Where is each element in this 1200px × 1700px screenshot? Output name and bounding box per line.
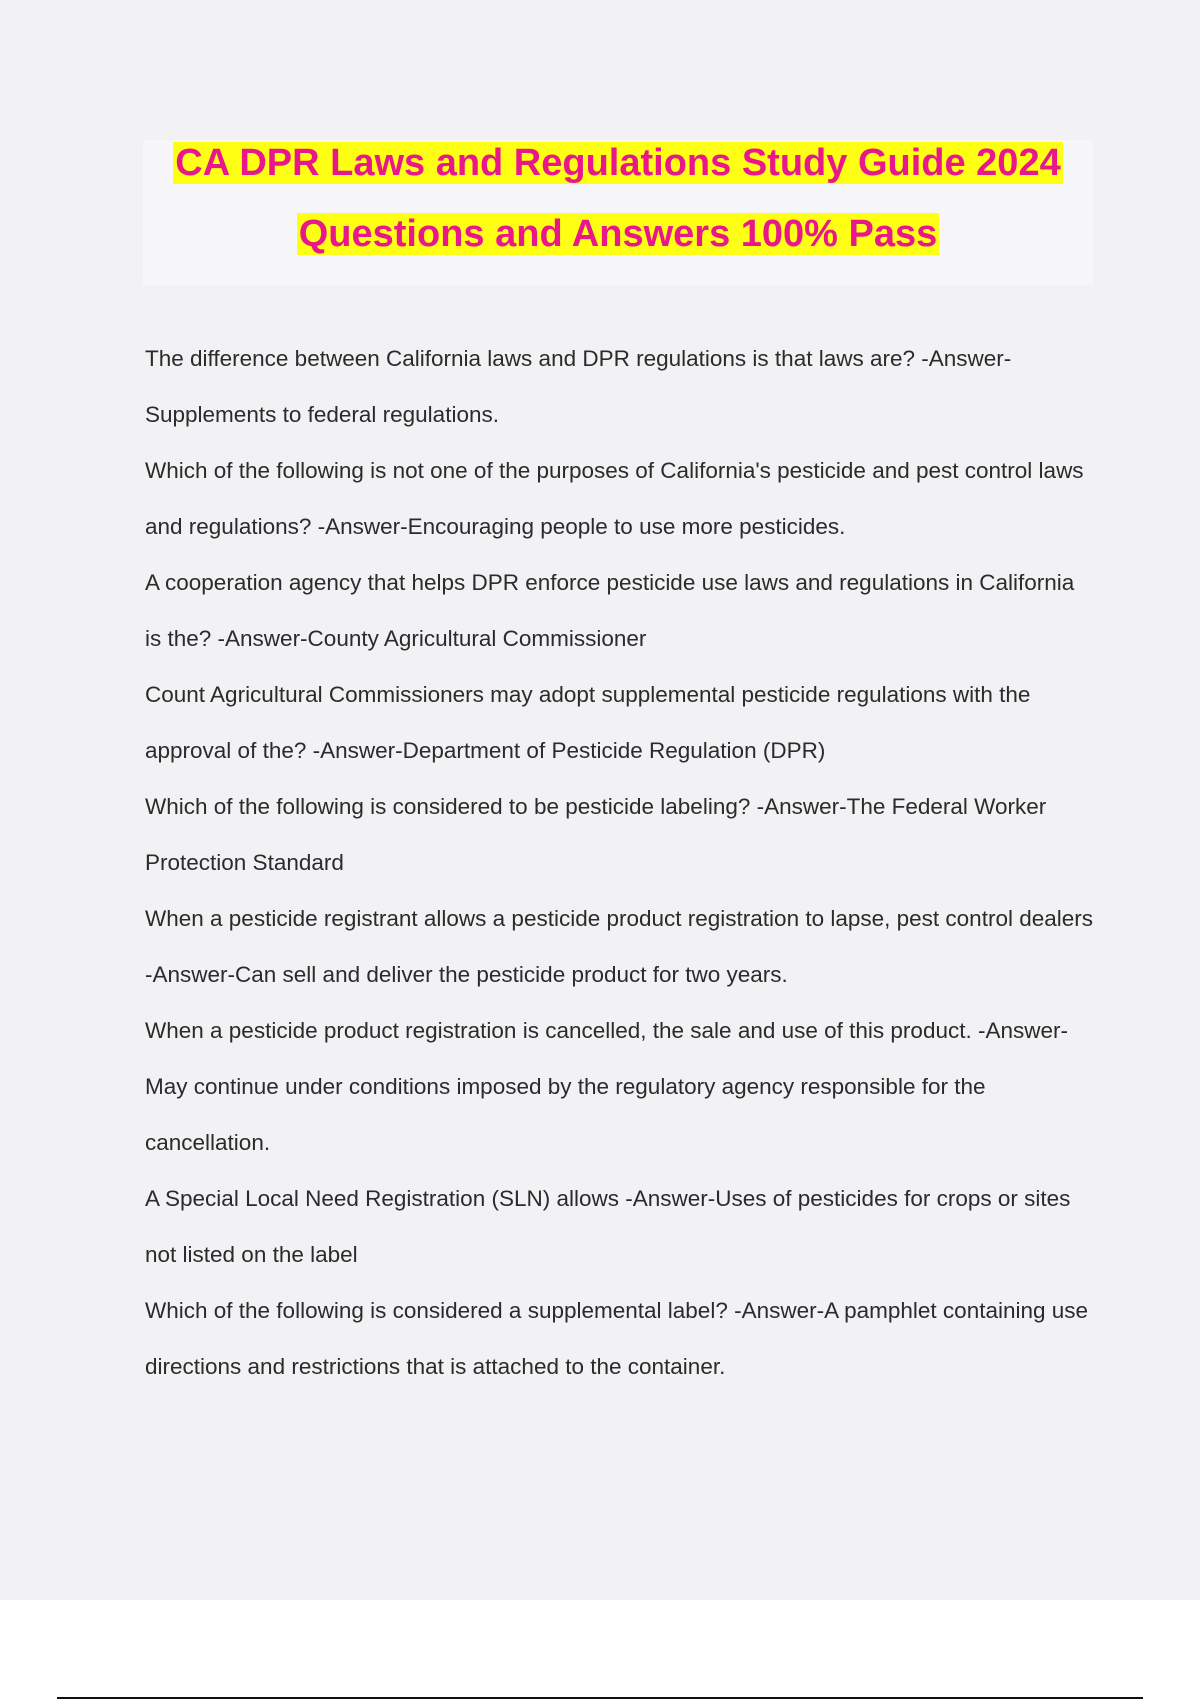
title-block xyxy=(143,140,1093,285)
title-highlight-2: Questions and Answers 100% Pass xyxy=(298,213,938,255)
title-highlight-1: CA DPR Laws and Regulations Study Guide 2024 xyxy=(175,142,1061,184)
qa-item: A cooperation agency that helps DPR enforce pesticide use laws and regulations in California is the? -Answer-County Agricultural Commissioner xyxy=(145,570,1075,651)
qa-item: A Special Local Need Registration (SLN) allows -Answer-Uses of pesticides for crops or sites not listed on the label xyxy=(145,1186,1071,1267)
qa-item: When a pesticide registrant allows a pesticide product registration to lapse, pest control dealers -Answer-Can sell and deliver the pesticide product for two years. xyxy=(145,906,1093,987)
qa-list xyxy=(145,331,1095,1395)
qa-item: The difference between California laws and DPR regulations is that laws are? -Answer-Supplements to federal regulations. xyxy=(145,346,1012,427)
document-title-line-1 xyxy=(143,140,1093,186)
qa-item: Which of the following is not one of the purposes of California's pesticide and pest control laws and regulations? -Answer-Encouraging people to use more pesticides. xyxy=(145,458,1084,539)
document-title-line-2 xyxy=(143,211,1093,257)
qa-item: Count Agricultural Commissioners may adopt supplemental pesticide regulations with the approval of the? -Answer-Department of Pesticide Regulation (DPR) xyxy=(145,682,1031,763)
qa-item: Which of the following is considered a supplemental label? -Answer-A pamphlet containing use directions and restrictions that is attached to the container. xyxy=(145,1298,1089,1379)
footer-divider xyxy=(57,1697,1143,1699)
qa-item: When a pesticide product registration is cancelled, the sale and use of this product. -Answer-May continue under conditions imposed by the regulatory agency responsible for the cancellation. xyxy=(145,1018,1068,1155)
qa-item: Which of the following is considered to be pesticide labeling? -Answer-The Federal Worker Protection Standard xyxy=(145,794,1047,875)
